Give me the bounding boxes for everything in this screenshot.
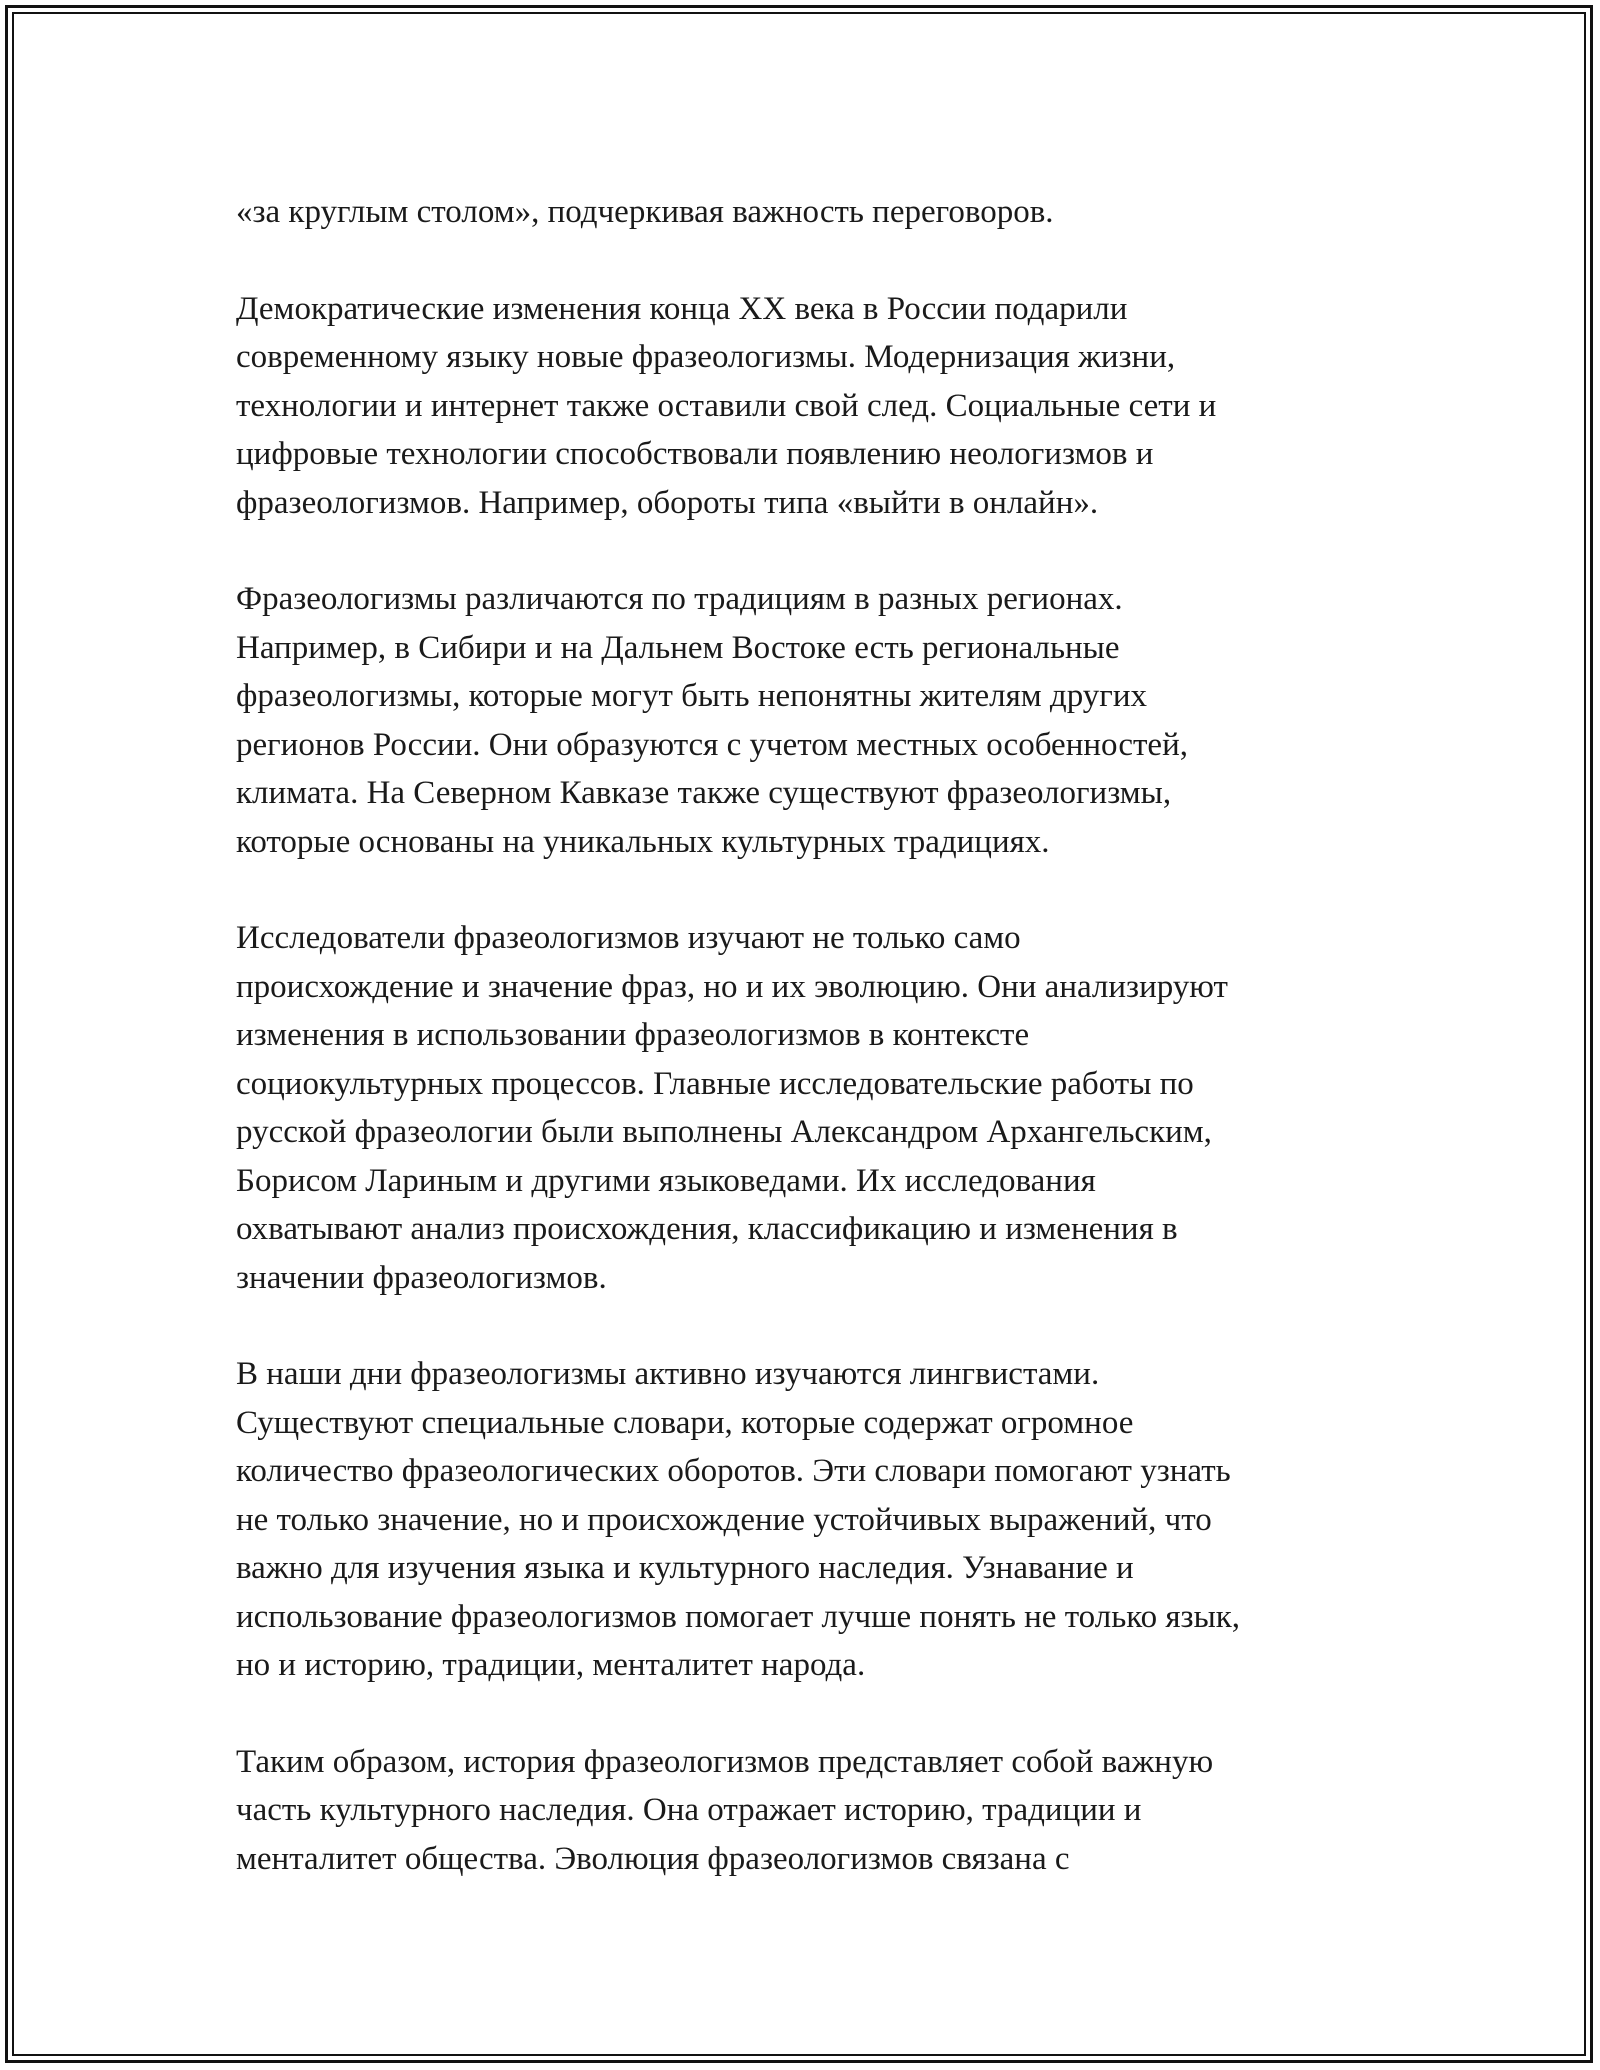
paragraph-2: Демократические изменения конца XX века в России подарили современному языку новые фразеологизмы. Модернизация жизни, технологии и интернет также оставили свой след. Социальные сети и цифровые технологии способствовали появлению неологизмов и фразеологизмов. Например, обороты типа «выйти в онлайн». [236, 290, 1217, 521]
paragraph-4: Исследователи фразеологизмов изучают не только само происхождение и значение фраз, но и их эволюцию. Они анализируют изменения в использовании фразеологизмов в контексте социокультурных процессов. Главные исследовательские работы по русской фразеологии были выполнены Александром Архангельским, Борисом Лариным и другими языковедами. Их исследования охватывают анализ происхождения, классификацию и изменения в значении фразеологизмов. [236, 920, 1228, 1296]
paragraph-1: «за круглым столом», подчеркивая важность переговоров. [236, 194, 1054, 230]
paragraph-6: Таким образом, история фразеологизмов представляет собой важную часть культурного наследия. Она отражает историю, традиции и менталитет общества. Эволюция фразеологизмов связана с [236, 1743, 1214, 1877]
document-page [236, 188, 1376, 1931]
paragraph-5: В наши дни фразеологизмы активно изучаются лингвистами. Существуют специальные словари, которые содержат огромное количество фразеологических оборотов. Эти словари помогают узнать не только значение, но и происхождение устойчивых выражений, что важно для изучения языка и культурного наследия. Узнавание и использование фразеологизмов помогает лучше понять не только язык, но и историю, традиции, менталитет народа. [236, 1356, 1241, 1683]
paragraph-3: Фразеологизмы различаются по традициям в разных регионах. Например, в Сибири и на Дальнем Востоке есть региональные фразеологизмы, которые могут быть непонятны жителям других регионов России. Они образуются с учетом местных особенностей, климата. На Северном Кавказе также существуют фразеологизмы, которые основаны на уникальных культурных традициях. [236, 581, 1188, 860]
